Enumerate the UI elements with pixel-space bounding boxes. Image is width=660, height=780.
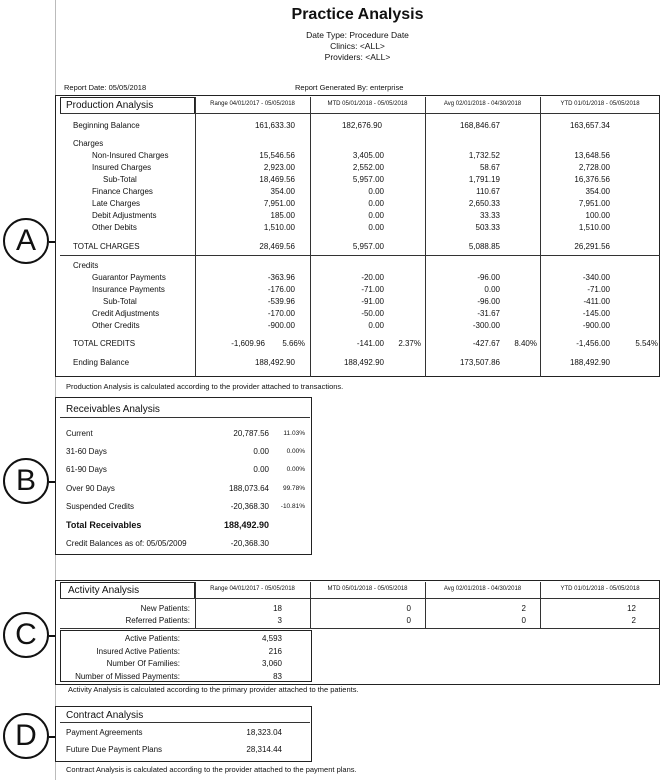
column-divider	[540, 97, 541, 377]
section-marker-d: D	[3, 713, 49, 759]
production-header-rule	[60, 113, 660, 114]
receivables-pct: 99.78%	[282, 485, 305, 492]
receivables-title: Receivables Analysis	[66, 404, 160, 415]
charge-value: 3,405.00	[352, 151, 384, 160]
contract-row-label: Payment Agreements	[66, 728, 143, 737]
section-marker-a: A	[3, 218, 49, 264]
credit-balances-value: -20,368.30	[230, 539, 269, 548]
receivables-value: 188,073.64	[228, 484, 269, 493]
total-credits-ytd: -1,456.00	[576, 339, 610, 348]
report-date: Report Date: 05/05/2018	[64, 83, 147, 92]
charge-value: 7,951.00	[263, 199, 295, 208]
ending-balance-ytd: 188,492.90	[569, 358, 610, 367]
total-receivables-value: 188,492.90	[223, 520, 269, 530]
charge-value: 0.00	[368, 199, 384, 208]
charge-value: 58.67	[479, 163, 500, 172]
column-header-ytd: YTD 01/01/2018 - 05/05/2018	[560, 586, 640, 592]
column-divider	[195, 97, 196, 377]
total-credits-label: TOTAL CREDITS	[73, 339, 136, 348]
credit-value: -50.00	[361, 309, 384, 318]
charge-value: 1,510.00	[263, 223, 295, 232]
credit-value: -71.00	[361, 285, 384, 294]
credit-balances-label: Credit Balances as of: 05/05/2009	[66, 539, 187, 548]
receivables-value: 0.00	[253, 465, 269, 474]
production-note: Production Analysis is calculated according to the provider attached to transactions.	[66, 382, 344, 391]
charge-value: 2,650.33	[468, 199, 500, 208]
total-receivables-label: Total Receivables	[66, 520, 142, 530]
credit-value: -96.00	[477, 273, 500, 282]
receivables-pct: -10.81%	[280, 503, 305, 510]
charge-value: 100.00	[585, 211, 610, 220]
credit-row-label: Other Credits	[92, 321, 140, 330]
credits-label: Credits	[73, 261, 99, 270]
charges-label: Charges	[73, 139, 104, 148]
activity-stat-value: 4,593	[261, 634, 282, 643]
receivables-row-label: 31-60 Days	[66, 447, 107, 456]
credit-value: -300.00	[472, 321, 500, 330]
total-credits-avg: -427.67	[472, 339, 500, 348]
credit-value: -539.96	[267, 297, 295, 306]
column-divider	[310, 97, 311, 377]
providers-filter: Providers: <ALL>	[324, 52, 391, 62]
ending-balance-mtd: 188,492.90	[343, 358, 384, 367]
total-credits-range-pct: 5.66%	[282, 339, 305, 348]
column-header-mtd: MTD 05/01/2018 - 05/05/2018	[327, 586, 408, 592]
column-header-range: Range 04/01/2017 - 05/05/2018	[210, 101, 295, 107]
charge-row-label: Non-Insured Charges	[92, 151, 169, 160]
activity-stat-value: 83	[273, 672, 282, 681]
total-credits-avg-pct: 8.40%	[514, 339, 537, 348]
contract-value: 28,314.44	[246, 745, 282, 754]
credit-row-label: Credit Adjustments	[92, 309, 160, 318]
total-charges-label: TOTAL CHARGES	[73, 242, 140, 251]
credit-value: -176.00	[267, 285, 295, 294]
total-charges-avg: 5,088.85	[468, 242, 500, 251]
contract-header-rule	[60, 722, 310, 723]
credit-row-label: Guarantor Payments	[92, 273, 166, 282]
report-title: Practice Analysis	[291, 6, 424, 23]
charge-value: 16,376.56	[574, 175, 610, 184]
activity-value: 2	[521, 604, 526, 613]
column-header-avg: Avg 02/01/2018 - 04/30/2018	[443, 101, 522, 107]
column-header-range: Range 04/01/2017 - 05/05/2018	[210, 586, 295, 592]
credit-value: -71.00	[587, 285, 610, 294]
charge-value: 15,546.56	[259, 151, 295, 160]
beginning-balance-mtd: 182,676.90	[341, 121, 382, 130]
column-header-mtd: MTD 05/01/2018 - 05/05/2018	[327, 101, 408, 107]
total-credits-mtd-pct: 2.37%	[398, 339, 421, 348]
activity-stat-label: Number Of Families:	[106, 659, 180, 668]
receivables-header-rule	[60, 417, 310, 418]
credit-value: -900.00	[582, 321, 610, 330]
activity-value: 18	[273, 604, 282, 613]
activity-header-rule	[60, 598, 660, 599]
activity-rows-rule	[60, 628, 660, 629]
charge-value: 18,469.56	[259, 175, 295, 184]
charge-value: 0.00	[368, 187, 384, 196]
credit-value: -20.00	[361, 273, 384, 282]
charge-value: 7,951.00	[578, 199, 610, 208]
credit-value: -91.00	[361, 297, 384, 306]
charge-value: 1,510.00	[578, 223, 610, 232]
beginning-balance-label: Beginning Balance	[73, 121, 140, 130]
activity-stat-label: Number of Missed Payments:	[75, 672, 180, 681]
activity-value: 0	[406, 604, 411, 613]
total-charges-mtd: 5,957.00	[352, 242, 384, 251]
credit-row-label: Sub-Total	[103, 297, 137, 306]
charge-value: 1,791.19	[468, 175, 500, 184]
receivables-pct: 0.00%	[286, 466, 305, 473]
charge-row-label: Sub-Total	[103, 175, 137, 184]
charge-value: 110.67	[476, 187, 500, 196]
credit-row-label: Insurance Payments	[92, 285, 165, 294]
activity-stat-label: Active Patients:	[124, 634, 180, 643]
activity-value: 12	[627, 604, 636, 613]
receivables-row-label: 61-90 Days	[66, 465, 107, 474]
clinics-filter: Clinics: <ALL>	[330, 41, 385, 51]
charge-value: 2,923.00	[263, 163, 295, 172]
ending-balance-label: Ending Balance	[73, 358, 130, 367]
activity-note: Activity Analysis is calculated according to the primary provider attached to the patients.	[68, 685, 359, 694]
charge-value: 13,648.56	[574, 151, 610, 160]
receivables-pct: 0.00%	[286, 448, 305, 455]
charge-row-label: Other Debits	[92, 223, 137, 232]
charge-value: 0.00	[368, 211, 384, 220]
charge-value: 354.00	[585, 187, 610, 196]
credit-value: -411.00	[583, 297, 610, 306]
receivables-row-label: Current	[66, 429, 93, 438]
contract-row-label: Future Due Payment Plans	[66, 745, 163, 754]
credit-value: 0.00	[484, 285, 500, 294]
total-credits-mtd: -141.00	[356, 339, 384, 348]
credit-value: -145.00	[582, 309, 610, 318]
receivables-value: 20,787.56	[233, 429, 269, 438]
charge-value: 2,552.00	[352, 163, 384, 172]
credit-value: -900.00	[267, 321, 295, 330]
receivables-row-label: Suspended Credits	[66, 502, 135, 511]
contract-note: Contract Analysis is calculated according to the provider attached to the payment plans.	[66, 765, 357, 774]
receivables-value: -20,368.30	[230, 502, 269, 511]
activity-stat-value: 3,060	[261, 659, 282, 668]
credit-value: -31.67	[477, 309, 500, 318]
charge-value: 185.00	[270, 211, 295, 220]
activity-value: 3	[277, 616, 282, 625]
credit-value: -340.00	[582, 273, 610, 282]
credit-value: -363.96	[267, 273, 295, 282]
activity-row-label: New Patients:	[140, 604, 190, 613]
receivables-row-label: Over 90 Days	[66, 484, 115, 493]
date-type: Date Type: Procedure Date	[306, 30, 409, 40]
charge-value: 354.00	[270, 187, 295, 196]
section-marker-c: C	[3, 612, 49, 658]
receivables-analysis-box	[55, 397, 312, 555]
column-header-avg: Avg 02/01/2018 - 04/30/2018	[443, 586, 522, 592]
receivables-pct: 11.03%	[283, 430, 305, 437]
contract-title: Contract Analysis	[66, 710, 144, 721]
activity-stat-label: Insured Active Patients:	[96, 647, 180, 656]
total-credits-range: -1,609.96	[231, 339, 265, 348]
beginning-balance-range: 161,633.30	[254, 121, 295, 130]
production-analysis-box	[55, 95, 660, 377]
charge-value: 33.33	[479, 211, 500, 220]
beginning-balance-ytd: 163,657.34	[569, 121, 610, 130]
total-charges-range: 28,469.56	[259, 242, 295, 251]
ending-balance-avg: 173,507.86	[459, 358, 500, 367]
charges-credits-rule	[60, 255, 660, 256]
total-charges-ytd: 26,291.56	[574, 242, 610, 251]
activity-stat-value: 216	[268, 647, 282, 656]
beginning-balance-avg: 168,846.67	[459, 121, 500, 130]
charge-row-label: Insured Charges	[92, 163, 152, 172]
column-divider	[425, 97, 426, 377]
activity-row-label: Referred Patients:	[125, 616, 190, 625]
charge-row-label: Late Charges	[92, 199, 141, 208]
charge-value: 5,957.00	[352, 175, 384, 184]
activity-title: Activity Analysis	[68, 585, 140, 596]
activity-value: 0	[406, 616, 411, 625]
charge-value: 2,728.00	[578, 163, 610, 172]
activity-value: 0	[521, 616, 526, 625]
charge-value: 1,732.52	[468, 151, 500, 160]
activity-value: 2	[631, 616, 636, 625]
credit-value: 0.00	[368, 321, 384, 330]
section-marker-b: B	[3, 458, 49, 504]
column-header-ytd: YTD 01/01/2018 - 05/05/2018	[560, 101, 640, 107]
receivables-value: 0.00	[253, 447, 269, 456]
total-credits-ytd-pct: 5.54%	[635, 339, 658, 348]
credit-value: -170.00	[267, 309, 295, 318]
charge-value: 503.33	[475, 223, 500, 232]
generated-by: Report Generated By: enterprise	[295, 83, 404, 92]
ending-balance-range: 188,492.90	[254, 358, 295, 367]
charge-value: 0.00	[368, 223, 384, 232]
production-title: Production Analysis	[66, 100, 154, 111]
charge-row-label: Debit Adjustments	[92, 211, 157, 220]
contract-value: 18,323.04	[246, 728, 282, 737]
charge-row-label: Finance Charges	[92, 187, 153, 196]
credit-value: -96.00	[477, 297, 500, 306]
